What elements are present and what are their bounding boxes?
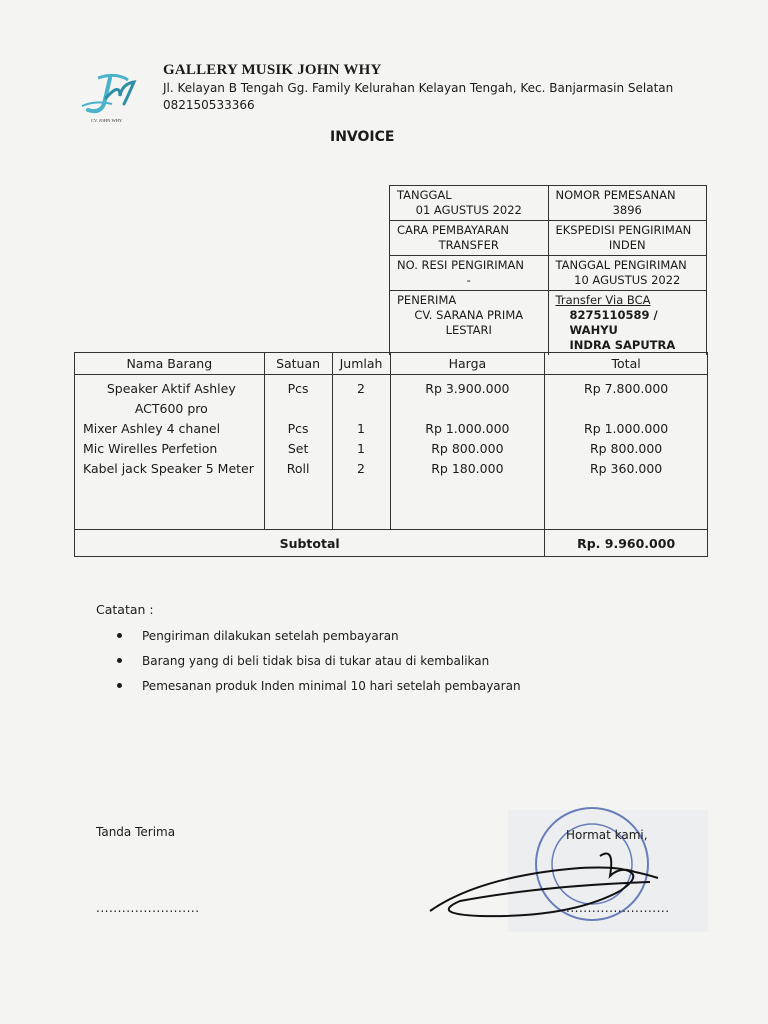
shipping-date-label: TANGGAL PENGIRIMAN <box>555 258 687 272</box>
notes-title: Catatan : <box>96 602 154 617</box>
header-total: Total <box>545 353 708 375</box>
company-signature-line: ........................ <box>566 901 670 915</box>
company-stamp-and-signature <box>420 806 710 936</box>
logo-caption: CV. JOHN WHY <box>91 118 123 123</box>
company-phone: 082150533366 <box>163 98 255 112</box>
note-text: Barang yang di beli tidak bisa di tukar atau di kembalikan <box>142 654 490 668</box>
received-label: Tanda Terima <box>96 825 176 839</box>
payment-method-label: CARA PEMBAYARAN <box>397 223 509 237</box>
items-table <box>74 352 708 557</box>
header-unit: Satuan <box>264 353 332 375</box>
item-name: Mixer Ashley 4 chanel <box>83 421 221 436</box>
item-price: Rp 1.000.000 <box>425 421 510 436</box>
bank-account-line1: 8275110589 / WAHYU <box>569 308 658 337</box>
recipient-name-line2: LESTARI <box>445 323 492 337</box>
subtotal-row <box>75 530 708 557</box>
company-logo <box>76 70 146 126</box>
received-signature-line: ........................ <box>96 901 200 915</box>
bank-transfer-cell <box>548 291 707 356</box>
order-number-value: 3896 <box>612 203 642 217</box>
item-quantity-column <box>332 375 390 530</box>
item-unit: Pcs <box>287 381 309 396</box>
item-name: Speaker Aktif Ashley <box>106 381 236 396</box>
item-name-column <box>75 375 265 530</box>
item-unit: Set <box>287 441 309 456</box>
shipping-expedition-value: INDEN <box>608 238 646 252</box>
date-value: 01 AGUSTUS 2022 <box>415 203 522 217</box>
shipping-expedition-cell <box>548 221 707 256</box>
tracking-number-label: NO. RESI PENGIRIMAN <box>397 258 524 272</box>
bullet-icon <box>117 683 122 688</box>
item-quantity: 2 <box>357 461 365 476</box>
header-quantity: Jumlah <box>332 353 390 375</box>
payment-method-value: TRANSFER <box>438 238 499 252</box>
company-name: GALLERY MUSIK JOHN WHY <box>163 62 382 78</box>
note-item <box>117 677 521 702</box>
recipient-label: PENERIMA <box>397 293 457 307</box>
item-total: Rp 800.000 <box>589 441 663 456</box>
header-price: Harga <box>390 353 545 375</box>
shipping-date-cell <box>548 256 707 291</box>
item-unit: Roll <box>286 461 310 476</box>
document-title: INVOICE <box>330 129 395 145</box>
item-total: Rp 1.000.000 <box>584 421 669 436</box>
item-name: ACT600 pro <box>134 401 208 416</box>
company-address: Jl. Kelayan B Tengah Gg. Family Kelurahan Kelayan Tengah, Kec. Banjarmasin Selatan <box>163 81 674 95</box>
item-price: Rp 800.000 <box>431 441 504 456</box>
item-total-column <box>545 375 708 530</box>
subtotal-label: Subtotal <box>75 530 545 557</box>
date-cell <box>390 186 549 221</box>
item-price: Rp 3.900.000 <box>425 381 510 396</box>
header-item-name: Nama Barang <box>75 353 265 375</box>
bullet-icon <box>117 633 122 638</box>
tracking-number-cell <box>390 256 549 291</box>
bullet-icon <box>117 658 122 663</box>
note-text: Pemesanan produk Inden minimal 10 hari setelah pembayaran <box>142 679 521 693</box>
note-item <box>117 627 521 652</box>
item-unit-column <box>264 375 332 530</box>
item-quantity: 2 <box>357 381 365 396</box>
item-price-column <box>390 375 545 530</box>
bank-transfer-label: Transfer Via BCA <box>555 293 651 307</box>
shipping-date-value: 10 AGUSTUS 2022 <box>574 273 681 287</box>
item-total: Rp 360.000 <box>589 461 663 476</box>
order-number-cell <box>548 186 707 221</box>
item-quantity: 1 <box>357 421 365 436</box>
regards-label: Hormat kami, <box>566 828 648 842</box>
item-unit: Pcs <box>287 421 309 436</box>
item-total: Rp 7.800.000 <box>584 381 669 396</box>
item-name: Kabel jack Speaker 5 Meter <box>83 461 254 476</box>
tracking-number-value: - <box>466 273 471 287</box>
order-number-label: NOMOR PEMESANAN <box>555 188 676 202</box>
shipping-expedition-label: EKSPEDISI PENGIRIMAN <box>555 223 692 237</box>
payment-method-cell <box>390 221 549 256</box>
bank-account-line2: INDRA SAPUTRA <box>569 338 676 352</box>
item-price: Rp 180.000 <box>431 461 504 476</box>
item-quantity: 1 <box>357 441 365 456</box>
recipient-cell <box>390 291 549 356</box>
notes-list <box>117 627 521 702</box>
recipient-name-line1: CV. SARANA PRIMA <box>414 308 524 322</box>
invoice-info-table <box>389 185 707 355</box>
date-label: TANGGAL <box>397 188 452 202</box>
note-text: Pengiriman dilakukan setelah pembayaran <box>142 629 399 643</box>
subtotal-value: Rp. 9.960.000 <box>545 530 708 557</box>
items-table-body <box>75 375 708 530</box>
item-name: Mic Wirelles Perfetion <box>83 441 218 456</box>
note-item <box>117 652 521 677</box>
items-table-header <box>75 353 708 375</box>
